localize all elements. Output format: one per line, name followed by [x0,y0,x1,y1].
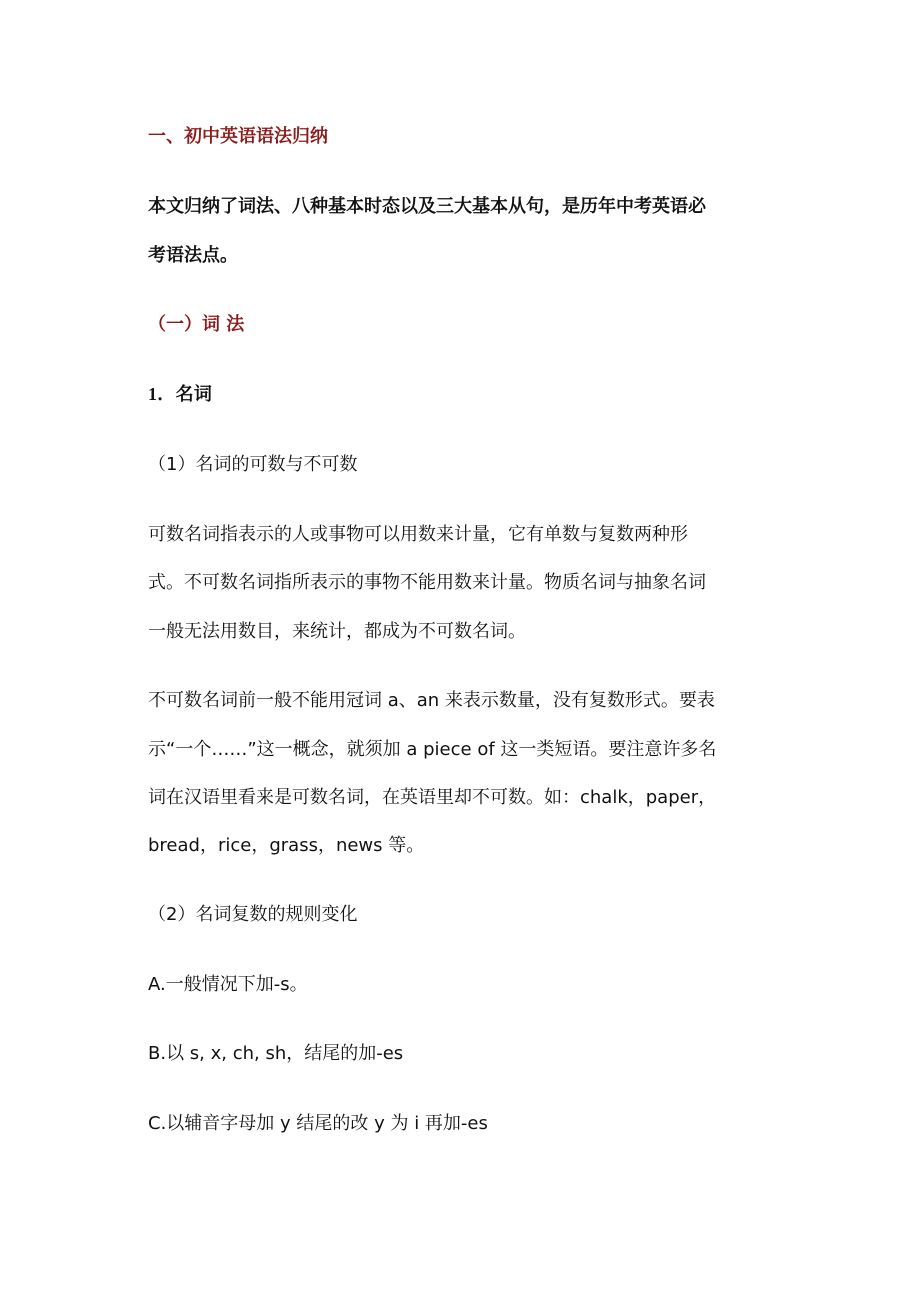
rule-c: C.以辅音字母加 y 结尾的改 y 为 i 再加-es [148,1113,488,1134]
rule-b: B.以 s, x, ch, sh，结尾的加-es [148,1043,404,1064]
paragraph-line: 示“一个……”这一概念，就须加 a piece of 这一类短语。要注意许多名 [148,739,717,760]
paragraph-line: 不可数名词前一般不能用冠词 a、an 来表示数量，没有复数形式。要表 [148,690,715,711]
paragraph-line: 可数名词指表示的人或事物可以用数来计量，它有单数与复数两种形 [148,524,688,545]
section-title: 一、初中英语语法归纳 [148,126,328,147]
paragraph-line: 词在汉语里看来是可数名词，在英语里却不可数。如：chalk，paper， [148,787,717,808]
subsection-title-1: （1）名词的可数与不可数 [148,454,358,475]
rule-a: A.一般情况下加-s。 [148,974,308,995]
paragraph-line: bread，rice，grass，news 等。 [148,835,425,856]
intro-line-1: 本文归纳了词法、八种基本时态以及三大基本从句，是历年中考英语必 [148,196,706,217]
paragraph-line: 式。不可数名词指所表示的事物不能用数来计量。物质名词与抽象名词 [148,572,706,593]
topic-title: 1．名词 [148,384,213,404]
part-title: （一）词 法 [148,314,245,335]
paragraph-line: 一般无法用数目，来统计，都成为不可数名词。 [148,621,526,642]
intro-line-2: 考语法点。 [148,245,238,266]
subsection-title-2: （2）名词复数的规则变化 [148,904,358,925]
